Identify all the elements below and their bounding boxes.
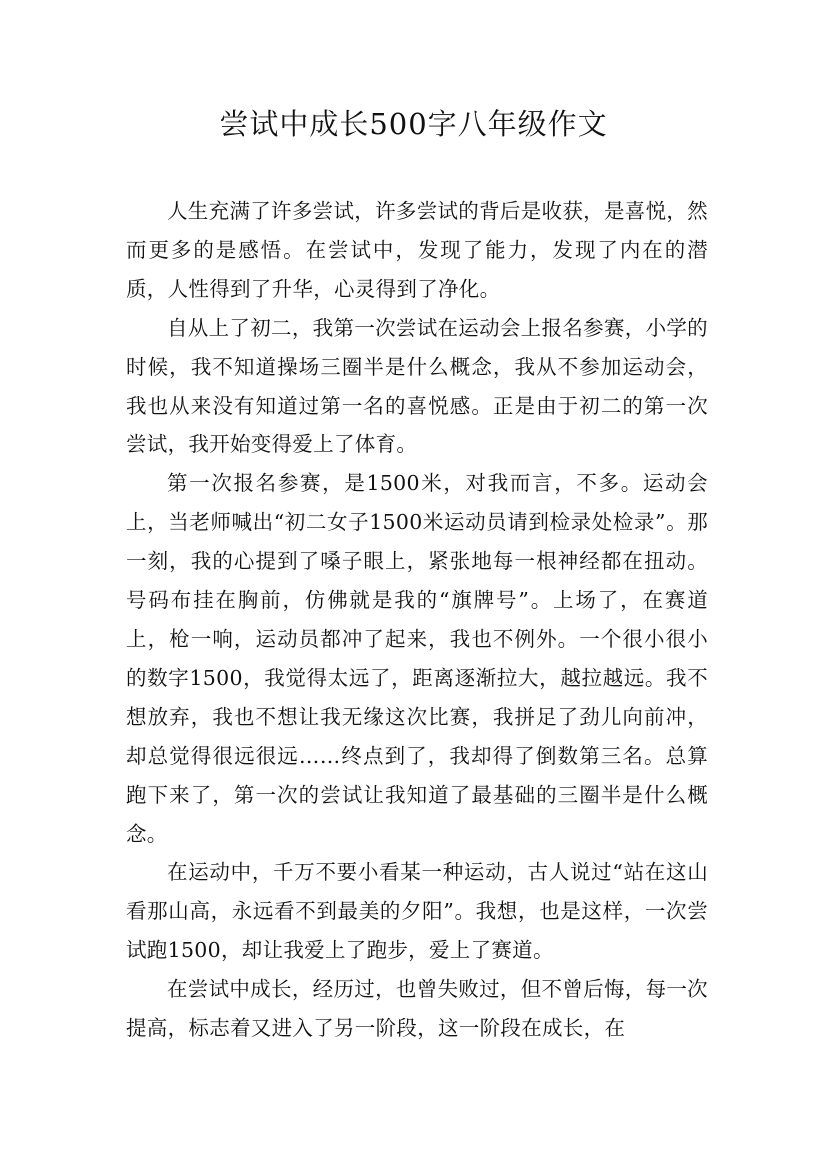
document-body: [126, 192, 708, 1048]
document-title: 尝试中成长500字八年级作文: [219, 107, 608, 141]
paragraph-4: 在运动中，千万不要小看某一种运动，古人说过“站在这山看那山高，永远看不到最美的夕阳”。我想，也是这样，一次尝试跑1500，却让我爱上了跑步，爱上了赛道。: [126, 860, 708, 963]
paragraph-3: 第一次报名参赛，是1500米，对我而言，不多。运动会上，当老师喊出“初二女子1500米运动员请到检录处检录”。那一刻，我的心提到了嗓子眼上，紧张地每一根神经都在扭动。号码布挂在胸前，仿佛就是我的“旗牌号”。上场了，在赛道上，枪一响，运动员都冲了起来，我也不例外。一个很小很小的数字1500，我觉得太远了，距离逐渐拉大，越拉越远。我不想放弃，我也不想让我无缘这次比赛，我拼足了劲儿向前冲，却总觉得很远很远……终点到了，我却得了倒数第三名。总算跑下来了，第一次的尝试让我知道了最基础的三圈半是什么概念。: [126, 471, 708, 846]
paragraph-5: 在尝试中成长，经历过，也曾失败过，但不曾后悔，每一次提高，标志着又进入了另一阶段，这一阶段在成长，在: [126, 977, 708, 1041]
paragraph-2: 自从上了初二，我第一次尝试在运动会上报名参赛，小学的时候，我不知道操场三圈半是什么概念，我从不参加运动会，我也从来没有知道过第一名的喜悦感。正是由于初二的第一次尝试，我开始变得爱上了体育。: [126, 315, 708, 457]
paragraph-1: 人生充满了许多尝试，许多尝试的背后是收获，是喜悦，然而更多的是感悟。在尝试中，发现了能力，发现了内在的潜质，人性得到了升华，心灵得到了净化。: [126, 199, 708, 301]
